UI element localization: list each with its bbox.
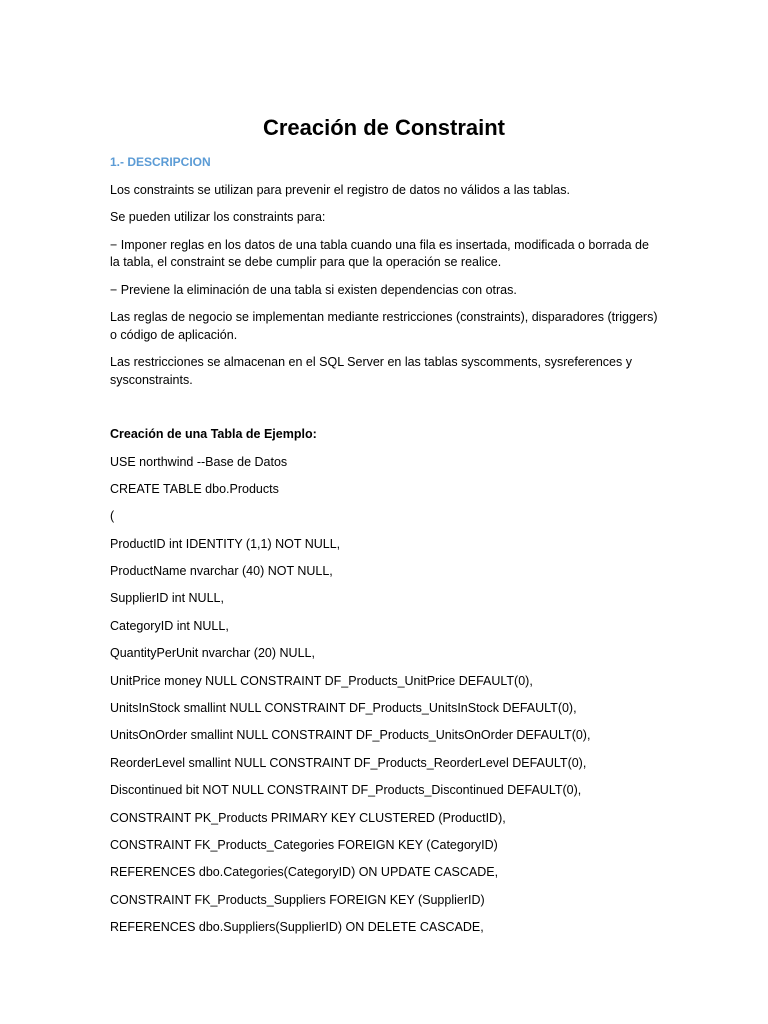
paragraph: Los constraints se utilizan para prevenir el registro de datos no válidos a las tablas. [110,182,570,197]
code-line: USE northwind --Base de Datos [110,454,288,469]
example-heading: Creación de una Tabla de Ejemplo: [110,427,317,441]
bullet-paragraph: − Imponer reglas en los datos de una tabla cuando una fila es insertada, modificada o borrada de la tabla, el constraint se debe cumplir para que la operación se realice. [110,237,649,269]
code-line: UnitPrice money NULL CONSTRAINT DF_Products_UnitPrice DEFAULT(0), [110,673,533,688]
paragraph: Las reglas de negocio se implementan mediante restricciones (constraints), disparadores (triggers) o código de aplicación. [110,310,658,342]
code-line: UnitsOnOrder smallint NULL CONSTRAINT DF_Products_UnitsOnOrder DEFAULT(0), [110,728,591,743]
code-line: ProductID int IDENTITY (1,1) NOT NULL, [110,536,341,551]
code-line: SupplierID int NULL, [110,591,224,606]
section-heading: 1.- DESCRIPCION [110,155,211,169]
spacer [110,399,658,426]
code-line: CONSTRAINT FK_Products_Suppliers FOREIGN KEY (SupplierID) [110,892,485,907]
bullet-paragraph: − Previene la eliminación de una tabla si existen dependencias con otras. [110,282,517,297]
paragraph: Se pueden utilizar los constraints para: [110,210,326,224]
code-line: QuantityPerUnit nvarchar (20) NULL, [110,646,315,661]
paragraph: Las restricciones se almacenan en el SQL Server en las tablas syscomments, sysreferences y sysconstraints. [110,355,632,387]
sql-code-block [110,454,658,937]
code-line: CategoryID int NULL, [110,618,229,633]
code-line: CONSTRAINT FK_Products_Categories FOREIGN KEY (CategoryID) [110,837,498,852]
code-line: ( [110,509,115,524]
code-line: CONSTRAINT PK_Products PRIMARY KEY CLUSTERED (ProductID), [110,810,506,825]
code-line: CREATE TABLE dbo.Products [110,481,279,496]
code-line: REFERENCES dbo.Suppliers(SupplierID) ON DELETE CASCADE, [110,920,484,935]
code-line: ProductName nvarchar (40) NOT NULL, [110,564,333,579]
code-line: UnitsInStock smallint NULL CONSTRAINT DF_Products_UnitsInStock DEFAULT(0), [110,701,577,716]
document-body [110,154,658,947]
code-line: REFERENCES dbo.Categories(CategoryID) ON UPDATE CASCADE, [110,865,499,880]
document-title: Creación de Constraint [262,115,506,140]
code-line: ReorderLevel smallint NULL CONSTRAINT DF_Products_ReorderLevel DEFAULT(0), [110,755,587,770]
code-line: Discontinued bit NOT NULL CONSTRAINT DF_Products_Discontinued DEFAULT(0), [110,783,582,798]
